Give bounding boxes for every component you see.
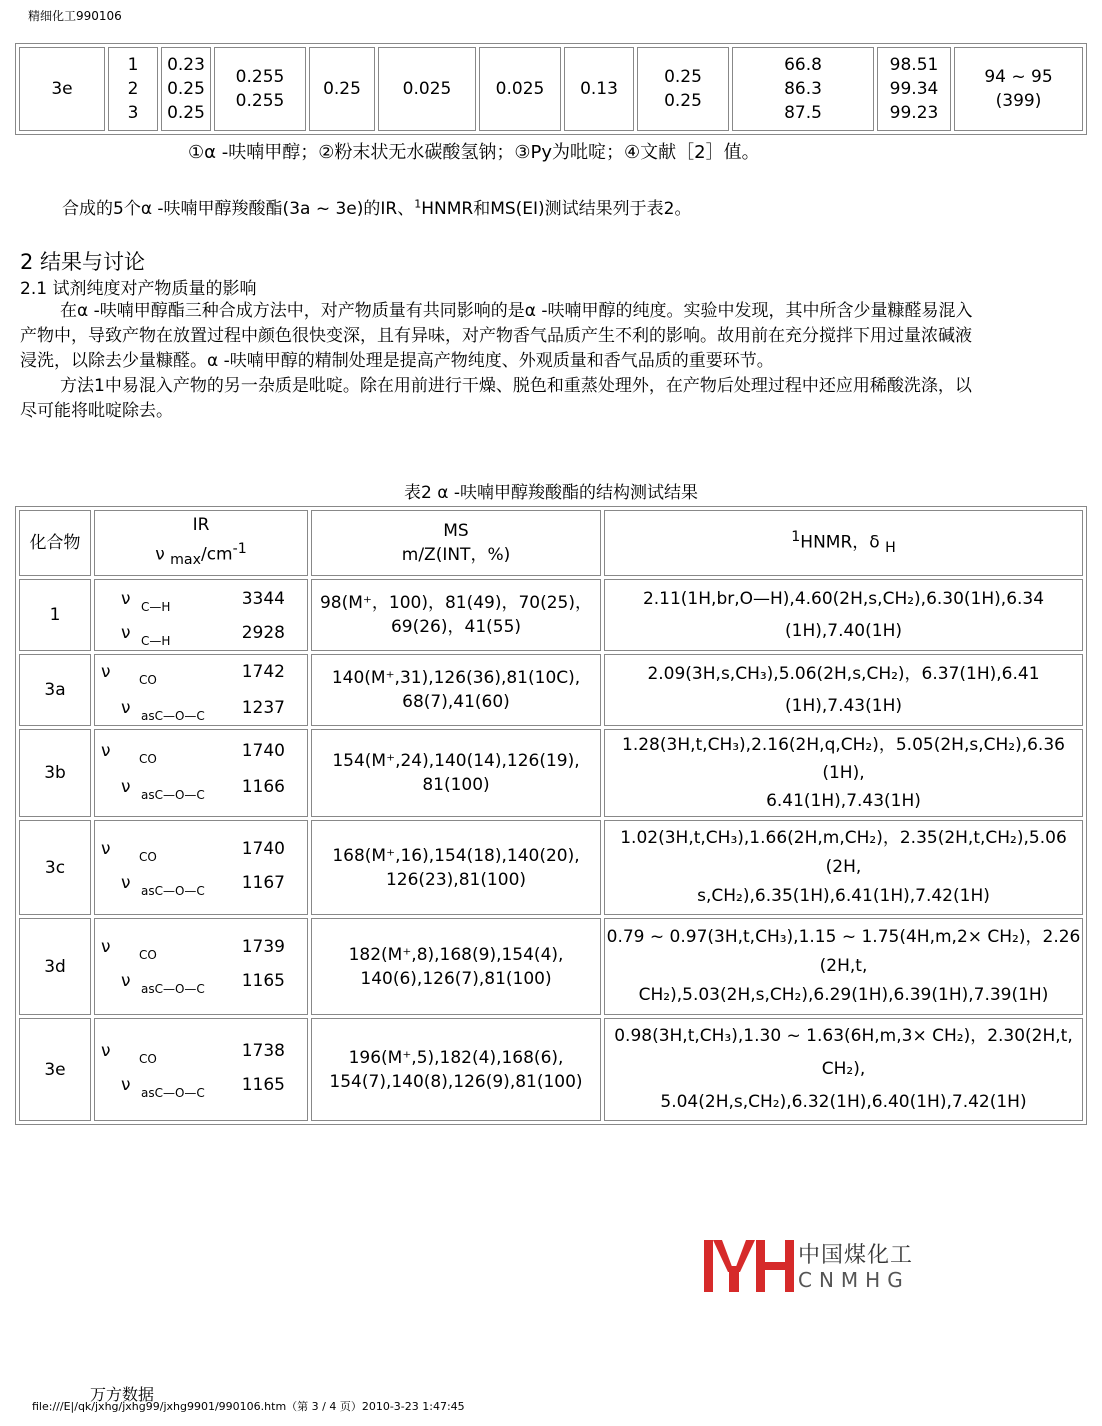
row-ms: 140(M⁺,31),126(36),81(10C), 68(7),41(60) [311,654,601,726]
table1-c3: 0.25 [309,47,375,131]
table1-compound: 3e [19,47,105,131]
table1-continuation [15,43,1087,135]
table-row [19,579,1083,651]
row-compound: 3a [19,654,91,726]
table-row [19,1018,1083,1121]
row-nmr: 0.98(3H,t,CH₃),1.30 ~ 1.63(6H,m,3× CH₂)，2.30(2H,t, CH₂), 5.04(2H,s,CH₂),6.32(1H),6.40(1H),7.42(1H) [604,1018,1083,1121]
table1-bp: 94 ~ 95 (399) [954,47,1083,131]
table1-c4: 0.025 [378,47,476,131]
table1-purity: 98.51 99.34 99.23 [877,47,951,131]
paragraph: 方法1中易混入产物的另一杂质是吡啶。除在用前进行干燥、脱色和重蒸处理外，在产物后处理过程中还应用稀酸洗涤，以尽可能将吡啶除去。 [20,376,972,421]
row-ir: ν C—H 3344 ν C—H 2928 [94,579,308,651]
table-row [19,654,1083,726]
row-ir: ν CO 1739 ν asC—O—C 1165 [94,918,308,1015]
table1-footnote: ①α -呋喃甲醇；②粉末状无水碳酸氢钠；③Py为吡啶；④文献［2］值。 [188,142,760,163]
table1-c5: 0.025 [479,47,561,131]
row-compound: 3e [19,1018,91,1121]
row-nmr: 2.09(3H,s,CH₃),5.06(2H,s,CH₂)，6.37(1H),6.41 (1H),7.43(1H) [604,654,1083,726]
intro-paragraph: 合成的5个α -呋喃甲醇羧酸酯(3a ~ 3e)的IR、$^1$HNMR和MS(EI)测试结果列于表2。 [62,197,692,219]
table1-c1: 0.23 0.25 0.25 [161,47,211,131]
row-nmr: 2.11(1H,br,O—H),4.60(2H,s,CH₂),6.30(1H),6.34 (1H),7.40(1H) [604,579,1083,651]
row-ms: 98(M⁺，100)，81(49)，70(25)， 69(26)，41(55) [311,579,601,651]
table-row [19,918,1083,1015]
footer-file-path: file:///E|/qk/jxhg/jxhg99/jxhg9901/990106.htm（第 3 / 4 页）2010-3-23 1:47:45 [32,1400,465,1413]
row-ms: 196(M⁺,5),182(4),168(6), 154(7),140(8),126(9),81(100) [311,1018,601,1121]
row-compound: 3d [19,918,91,1015]
header-ms: MS m/Z(INT，%) [311,510,601,576]
table-header-row [19,510,1083,576]
row-ir: ν CO 1740 ν asC—O—C 1166 [94,729,308,817]
row-ms: 168(M⁺,16),154(18),140(20), 126(23),81(100) [311,820,601,915]
row-ir: ν CO 1738 ν asC—O—C 1165 [94,1018,308,1121]
header-ir: IR ν $_{max}/cm^{-1}$ [94,510,308,576]
table1-c6: 0.13 [564,47,634,131]
running-header: 精细化工990106 [28,9,122,23]
table-row [19,729,1083,817]
table-row [19,47,1083,131]
table1-c2: 0.255 0.255 [214,47,306,131]
header-nmr: $^1$HNMR，δ $_H$ [604,510,1083,576]
logo-cn-text: 中国煤化工 [798,1243,914,1268]
row-nmr: 1.28(3H,t,CH₃),2.16(2H,q,CH₂)，5.05(2H,s,CH₂),6.36 (1H), 6.41(1H),7.43(1H) [604,729,1083,817]
subsection-heading: 2.1 试剂纯度对产物质量的影响 [20,279,257,299]
row-ir: ν CO 1740 ν asC—O—C 1167 [94,820,308,915]
table-row [19,820,1083,915]
header-compound: 化合物 [19,510,91,576]
row-nmr: 1.02(3H,t,CH₃),1.66(2H,m,CH₂)，2.35(2H,t,CH₂),5.06 (2H, s,CH₂),6.35(1H),6.41(1H),7.42(1H) [604,820,1083,915]
table1-c7: 0.25 0.25 [637,47,729,131]
row-compound: 3c [19,820,91,915]
paragraph: 在α -呋喃甲醇酯三种合成方法中，对产物质量有共同影响的是α -呋喃甲醇的纯度。实验中发现，其中所含少量糠醛易混入产物中，导致产物在放置过程中颜色很快变深，且有异味，对产物香气品质产生不利的影响。故用前在充分搅拌下用过量浓碱液浸洗，以除去少量糠醛。α -呋喃甲醇的精制处理是提高产物纯度、外观质量和香气品质的重要环节。 [20,301,973,371]
body-text [20,299,980,424]
table2-title: 表2 α -呋喃甲醇羧酸酯的结构测试结果 [404,483,698,503]
row-nmr: 0.79 ~ 0.97(3H,t,CH₃),1.15 ~ 1.75(4H,m,2× CH₂)，2.26 (2H,t, CH₂),5.03(2H,s,CH₂),6.29(1H),6.39(1H),7.39(1H) [604,918,1083,1015]
logo-en-text: CNMHG [798,1268,910,1292]
row-compound: 3b [19,729,91,817]
section-heading: 2 结果与讨论 [20,250,146,274]
row-ms: 154(M⁺,24),140(14),126(19), 81(100) [311,729,601,817]
row-ms: 182(M⁺,8),168(9),154(4), 140(6),126(7),81(100) [311,918,601,1015]
table1-runs: 1 2 3 [108,47,158,131]
footer-brand: 万方数据 [90,1385,155,1404]
row-compound: 1 [19,579,91,651]
table2 [15,506,1087,1125]
row-ir: ν CO 1742 ν asC—O—C 1237 [94,654,308,726]
table1-yield: 66.8 86.3 87.5 [732,47,874,131]
